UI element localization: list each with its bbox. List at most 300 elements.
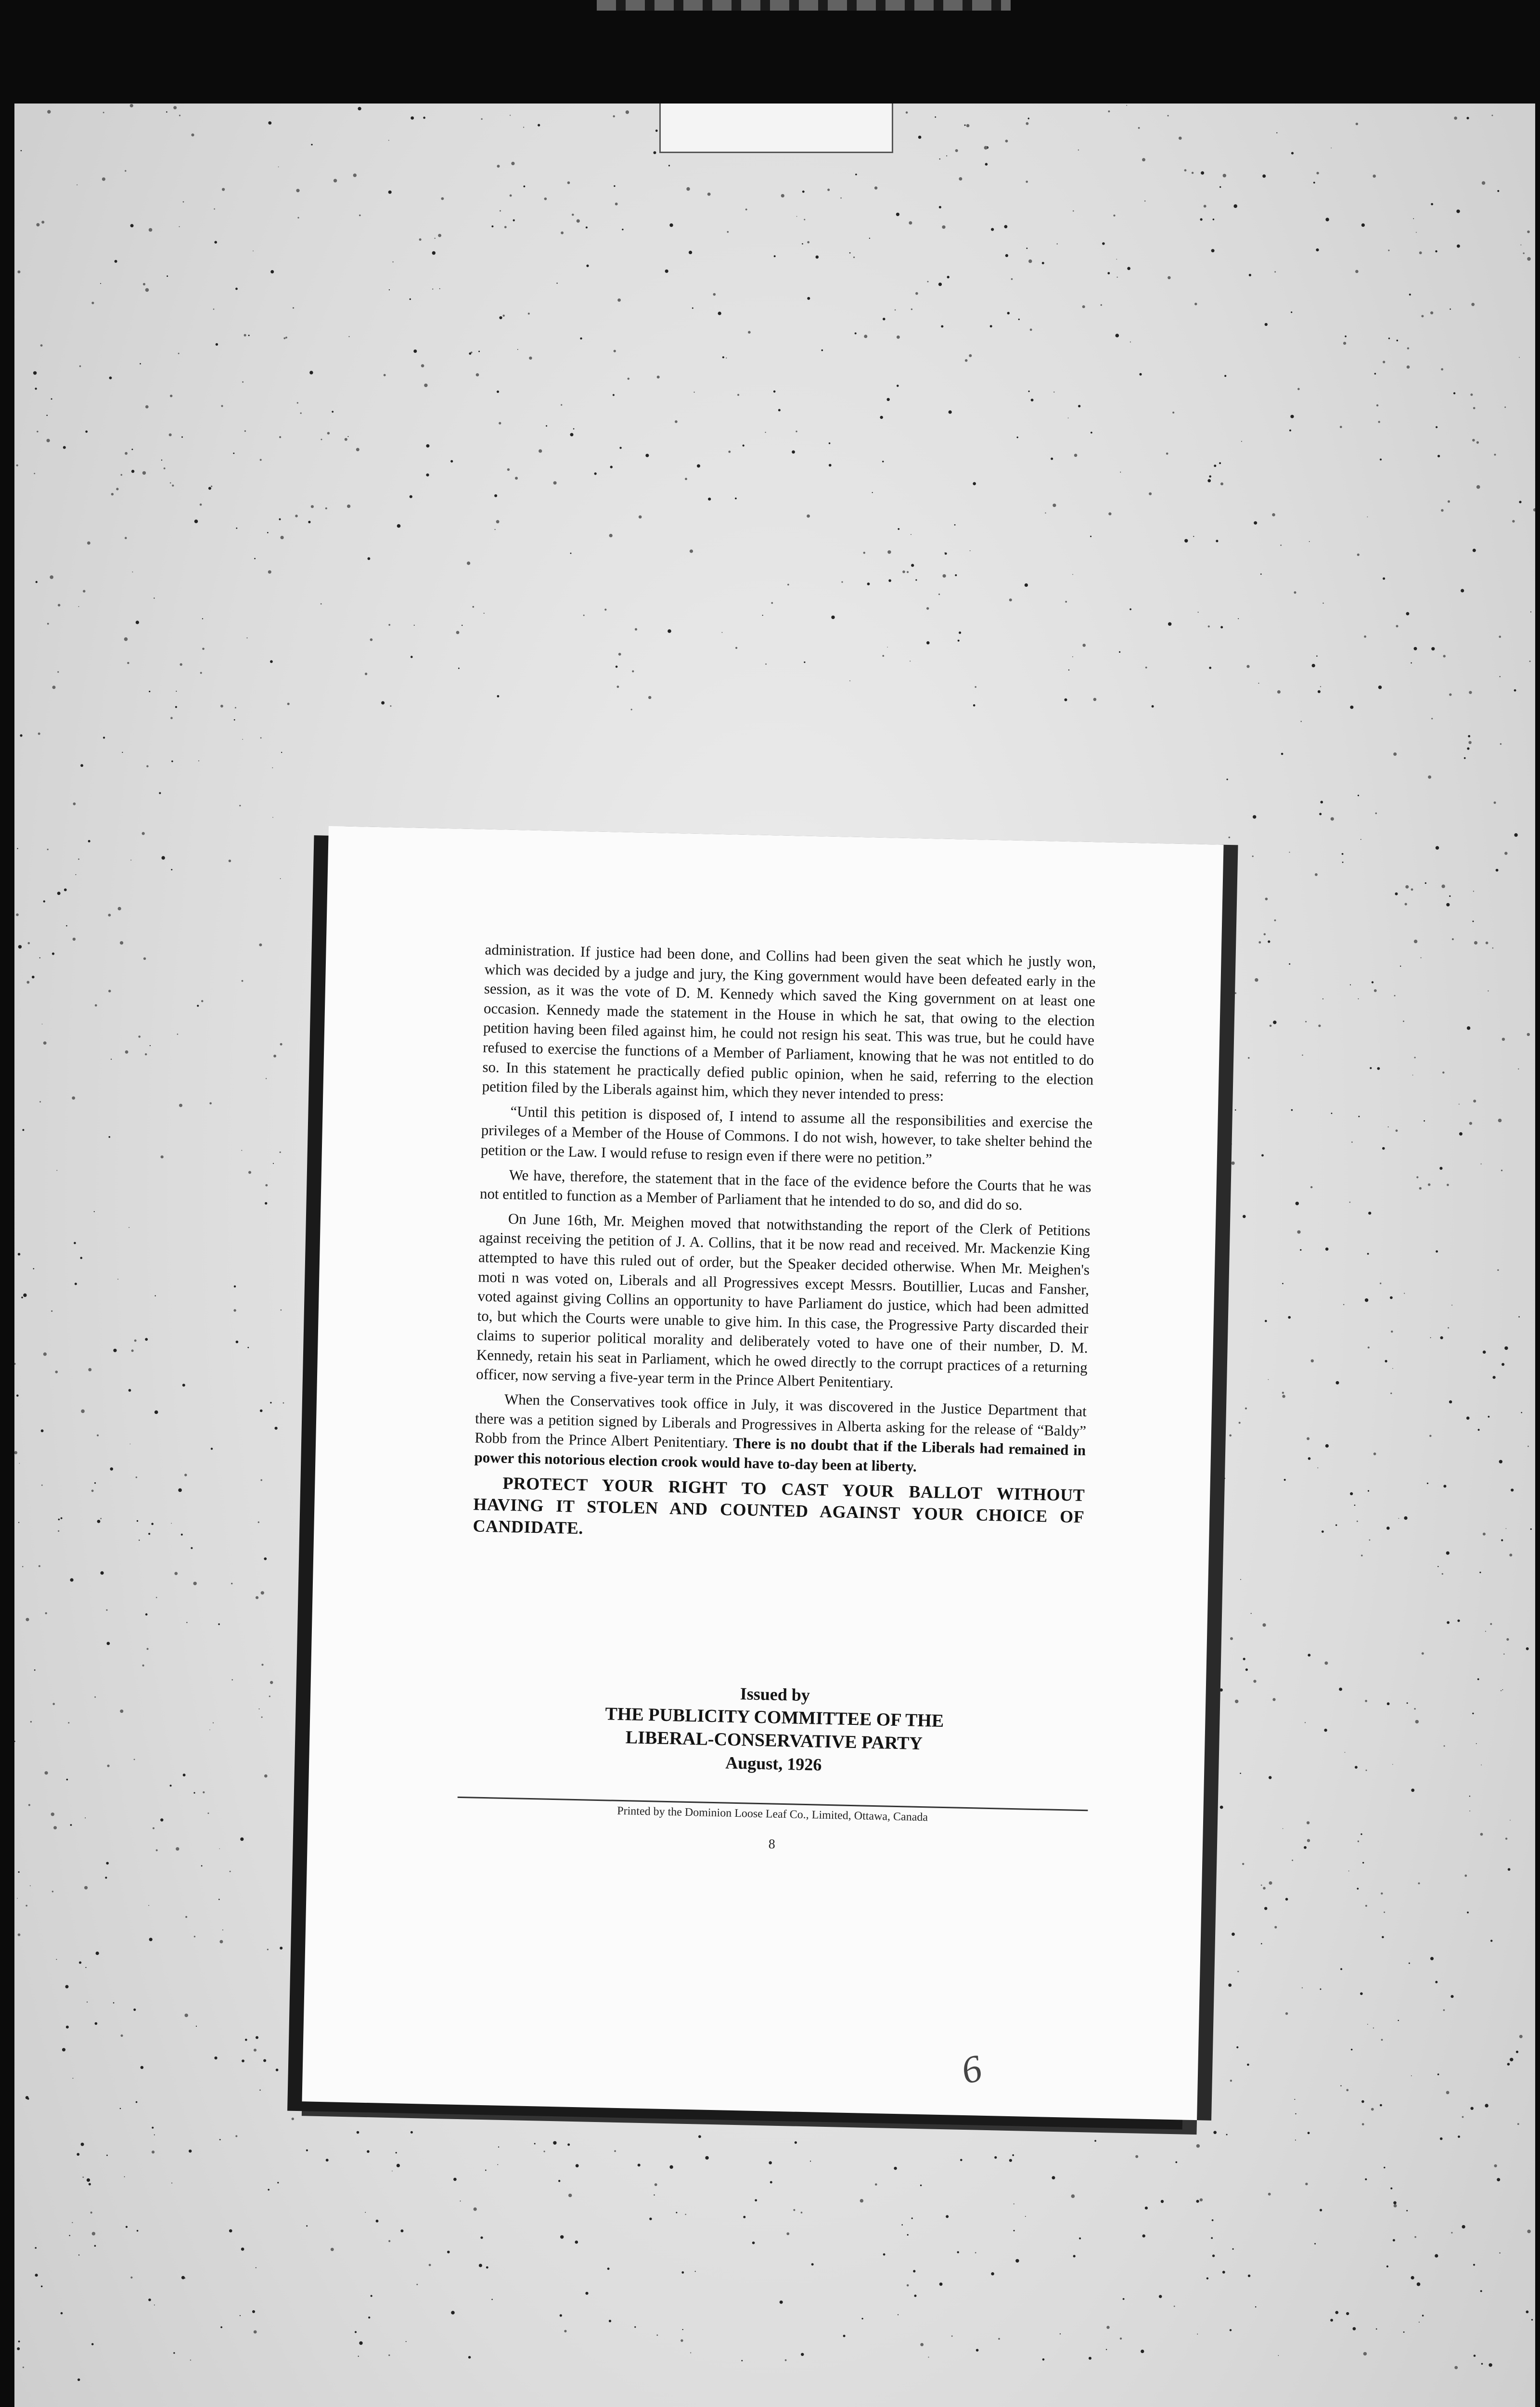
speck — [1268, 940, 1270, 943]
speck — [92, 2232, 95, 2235]
speck — [81, 1410, 85, 1413]
speck — [85, 1967, 86, 1968]
speck — [615, 203, 618, 206]
speck — [297, 402, 298, 403]
film-edge-marking — [597, 0, 1011, 11]
speck — [568, 2194, 572, 2197]
speck — [359, 215, 361, 217]
speck — [829, 464, 832, 467]
speck — [1107, 272, 1110, 274]
speck — [1473, 1100, 1476, 1102]
speck — [882, 461, 884, 462]
speck — [507, 468, 510, 471]
speck — [1467, 747, 1469, 750]
speck — [1430, 1337, 1431, 1338]
speck — [58, 1519, 60, 1521]
speck — [176, 1847, 179, 1851]
speck — [675, 420, 678, 423]
speck — [1435, 250, 1437, 252]
speck — [1249, 274, 1251, 276]
speck — [737, 394, 739, 396]
speck — [170, 717, 173, 719]
speck — [943, 574, 946, 578]
speck — [1315, 873, 1318, 876]
speck — [1232, 1933, 1235, 1936]
speck — [1457, 1619, 1460, 1622]
speck — [1213, 2131, 1217, 2134]
speck — [1211, 1636, 1215, 1640]
speck — [976, 2349, 979, 2352]
speck — [1274, 271, 1276, 272]
speck — [1393, 2201, 1397, 2205]
speck — [657, 375, 660, 378]
speck — [1284, 1479, 1286, 1481]
speck — [1212, 2254, 1215, 2257]
speck — [147, 1648, 149, 1650]
speck — [111, 1059, 112, 1060]
speck — [94, 1696, 96, 1698]
speck — [645, 454, 649, 457]
speck — [802, 243, 803, 245]
speck — [973, 482, 976, 485]
speck — [476, 373, 479, 376]
speck — [614, 350, 616, 352]
speck — [79, 1961, 81, 1964]
speck — [45, 1612, 47, 1614]
speck — [1052, 2176, 1055, 2179]
speck — [1405, 903, 1407, 906]
speck — [1127, 267, 1130, 270]
speck — [1504, 406, 1506, 408]
speck — [1068, 417, 1069, 418]
speck — [1446, 903, 1450, 906]
speck — [1144, 200, 1146, 202]
speck — [81, 2143, 84, 2146]
speck — [975, 686, 976, 688]
speck — [1500, 2252, 1501, 2253]
speck — [170, 482, 171, 484]
speck — [47, 849, 49, 850]
speck — [331, 2248, 334, 2251]
speck — [229, 860, 231, 862]
speck — [283, 1402, 284, 1404]
speck — [267, 532, 269, 533]
speck — [143, 958, 146, 960]
speck — [1090, 536, 1091, 537]
speck — [311, 144, 312, 145]
speck — [96, 1952, 99, 1955]
speck — [265, 1202, 267, 1204]
speck — [1304, 1846, 1307, 1849]
speck — [1221, 1072, 1224, 1074]
speck — [1220, 482, 1223, 485]
speck — [1411, 2075, 1412, 2076]
speck — [613, 115, 615, 117]
speck — [727, 231, 729, 233]
speck — [73, 802, 76, 805]
speck — [695, 2271, 696, 2272]
speck — [1297, 388, 1300, 390]
speck — [685, 478, 687, 480]
speck — [1320, 1989, 1322, 1990]
speck — [392, 2171, 393, 2172]
speck — [235, 707, 236, 709]
speck — [171, 761, 173, 763]
speck — [241, 2248, 244, 2251]
speck — [116, 488, 118, 490]
speck — [194, 519, 198, 523]
speck — [1350, 1492, 1353, 1495]
speck — [261, 1591, 264, 1594]
speck — [735, 498, 737, 500]
speck — [1196, 2144, 1200, 2148]
speck — [94, 1482, 96, 1484]
speck — [1499, 635, 1501, 638]
speck — [103, 112, 104, 113]
speck — [170, 395, 172, 397]
speck — [955, 574, 957, 576]
speck — [1269, 1881, 1272, 1885]
speck — [381, 701, 385, 705]
speck — [236, 528, 237, 529]
speck — [17, 271, 20, 273]
speck — [741, 2360, 743, 2361]
speck — [1378, 686, 1382, 689]
speck — [497, 2164, 498, 2165]
speck — [1380, 459, 1382, 461]
speck — [1269, 1776, 1271, 1779]
speck — [1360, 1993, 1363, 1995]
speck — [17, 2347, 20, 2350]
speck — [276, 2069, 279, 2071]
speck — [120, 2108, 121, 2109]
speck — [1394, 2204, 1397, 2208]
speck — [503, 315, 505, 317]
speck — [840, 197, 842, 199]
speck — [567, 2144, 570, 2146]
speck — [214, 241, 217, 244]
speck — [1236, 2046, 1238, 2048]
handwritten-mark: 6 — [957, 2046, 986, 2093]
speck — [109, 1136, 111, 1138]
speck — [259, 944, 262, 946]
speck — [1224, 1478, 1225, 1479]
speck — [56, 1170, 57, 1171]
speck — [182, 1384, 185, 1386]
speck — [213, 309, 215, 310]
speck — [1366, 1770, 1367, 1771]
speck — [915, 579, 917, 581]
speck — [515, 477, 518, 479]
speck — [278, 167, 279, 168]
speck — [994, 2156, 997, 2159]
speck — [959, 177, 962, 181]
speck — [946, 2215, 949, 2218]
speck — [138, 1035, 141, 1038]
speck — [149, 228, 153, 232]
speck — [1466, 117, 1469, 119]
speck — [690, 2352, 691, 2353]
speck — [1305, 1722, 1306, 1723]
speck — [887, 647, 888, 648]
speck — [1497, 190, 1499, 192]
speck — [1261, 1885, 1262, 1886]
speck — [176, 691, 177, 692]
speck — [172, 485, 174, 487]
speck — [88, 1368, 91, 1372]
speck — [167, 275, 168, 277]
speck — [498, 2147, 499, 2148]
speck — [1398, 2020, 1399, 2021]
speck — [124, 2176, 125, 2177]
speck — [85, 430, 88, 433]
speck — [149, 691, 150, 692]
speck — [269, 1695, 270, 1697]
speck — [1395, 893, 1398, 895]
speck — [1204, 205, 1206, 207]
speck — [1510, 1820, 1511, 1821]
speck — [1400, 966, 1401, 967]
speck — [1383, 361, 1385, 363]
speck — [191, 1547, 192, 1549]
speck — [108, 914, 111, 917]
speck — [95, 2022, 98, 2025]
speck — [1505, 1838, 1507, 1839]
speck — [151, 1523, 154, 1525]
speck — [1480, 1833, 1483, 1836]
speck — [894, 2167, 897, 2170]
speck — [414, 625, 415, 626]
speck — [1184, 539, 1188, 543]
speck — [497, 165, 500, 168]
speck — [1489, 2363, 1492, 2367]
speck — [181, 1534, 183, 1536]
speck — [499, 422, 501, 425]
speck — [273, 1055, 276, 1058]
speck — [1060, 2333, 1061, 2334]
speck — [218, 1623, 220, 1625]
speck — [511, 162, 514, 165]
speck — [51, 398, 52, 400]
speck — [75, 1283, 77, 1285]
speck — [27, 2098, 29, 2100]
speck — [275, 1427, 278, 1430]
speck — [279, 436, 281, 438]
speck — [1289, 852, 1290, 853]
speck — [619, 447, 621, 449]
speck — [1265, 1320, 1267, 1322]
speck — [347, 436, 348, 437]
speck — [108, 990, 111, 992]
speck — [955, 149, 958, 152]
speck — [281, 752, 282, 753]
speck — [376, 2220, 379, 2223]
speck — [1392, 1764, 1393, 1765]
speck — [234, 1285, 236, 1287]
speck — [35, 2274, 38, 2277]
speck — [1268, 2193, 1271, 2196]
speck — [1469, 1811, 1470, 1812]
speck — [16, 913, 19, 916]
speck — [14, 1363, 16, 1365]
speck — [616, 666, 618, 668]
speck — [1211, 249, 1215, 252]
speck — [875, 2183, 877, 2186]
speck — [1502, 1363, 1504, 1366]
speck — [1384, 1912, 1385, 1913]
speck — [1361, 223, 1365, 227]
speck — [1223, 1227, 1226, 1230]
speck — [1211, 2237, 1213, 2239]
speck — [56, 1959, 57, 1960]
speck — [309, 371, 313, 374]
speck — [1335, 2311, 1339, 2314]
speck — [1391, 1331, 1393, 1333]
speck — [1331, 148, 1332, 149]
speck — [28, 942, 30, 945]
speck — [572, 214, 574, 216]
speck — [173, 2352, 175, 2354]
speck — [1454, 116, 1457, 120]
speck — [357, 2131, 359, 2134]
speck — [849, 680, 850, 681]
speck — [1175, 2161, 1177, 2163]
speck — [1368, 1212, 1371, 1215]
speck — [1504, 1346, 1508, 1350]
speck — [1416, 1176, 1418, 1178]
speck — [1517, 2123, 1519, 2125]
speck — [1384, 2167, 1385, 2168]
speck — [1238, 618, 1239, 619]
speck — [91, 2343, 94, 2345]
speck — [1370, 1067, 1372, 1069]
speck — [1486, 942, 1489, 945]
speck — [973, 704, 975, 707]
speck — [1324, 1729, 1327, 1732]
speck — [585, 2292, 588, 2295]
speck — [1425, 882, 1426, 884]
speck — [83, 590, 85, 592]
speck — [1253, 815, 1256, 818]
speck — [100, 283, 101, 284]
speck — [1485, 2104, 1488, 2107]
speck — [1220, 626, 1223, 628]
speck — [1490, 1940, 1492, 1941]
speck — [85, 1817, 86, 1818]
speck — [1248, 1057, 1250, 1059]
speck — [1089, 2357, 1091, 2360]
paragraph: administration. If justice had been done, and Collins had been given the seat which he justly won, which was decided by a judge and jury, the King government would have been defeated early in the session, as it was the vote of D. M. Kennedy which saved the King government on at least one occasion. Kennedy made the statement in the House in which he sat, that owing to the election petition having been filed against him, he could not resign his seat. This was true, but he could have refused to exercise the functions of a Member of Parliament, knowing that he was not entitled to do so. In this statement he practically defied public opinion, when he said, referring to the election petition filed by the Liberals against him, which they never intended to press: — [482, 941, 1096, 1104]
speck — [72, 2222, 73, 2223]
speck — [201, 1865, 203, 1867]
speck — [594, 472, 597, 475]
speck — [1371, 2108, 1374, 2111]
speck — [773, 390, 776, 393]
speck — [1419, 1187, 1422, 1190]
speck — [70, 1578, 74, 1581]
speck — [1361, 1554, 1363, 1556]
speck — [1051, 458, 1053, 460]
speck — [1232, 2248, 1234, 2250]
speck — [1094, 2140, 1096, 2142]
speck — [348, 336, 349, 337]
speck — [1516, 2051, 1518, 2053]
speck — [41, 1485, 43, 1486]
speck — [1004, 225, 1008, 228]
speck — [16, 1395, 19, 1397]
speck — [1497, 2178, 1500, 2181]
speck — [1430, 1957, 1434, 1960]
speck — [938, 594, 940, 595]
speck — [1317, 1467, 1318, 1468]
speck — [1478, 1429, 1480, 1431]
bold-statement: There is no doubt that if the Liberals had remained in power this notorious election crook would have to-day been at liberty. — [474, 1434, 1086, 1475]
speck — [68, 1722, 69, 1723]
speck — [413, 349, 417, 353]
speck — [426, 444, 429, 448]
speck — [1520, 245, 1521, 246]
speck — [191, 133, 194, 136]
speck — [1480, 2290, 1482, 2292]
speck — [1108, 512, 1111, 515]
speck — [1367, 1253, 1369, 1255]
speck — [1374, 373, 1376, 375]
speck — [947, 276, 950, 278]
speck — [1068, 670, 1069, 671]
speck — [1453, 392, 1455, 394]
speck — [347, 505, 350, 508]
speck — [1027, 247, 1028, 249]
speck — [57, 892, 61, 895]
speck — [1494, 802, 1496, 804]
speck — [1481, 2363, 1483, 2365]
speck — [863, 552, 865, 554]
speck — [171, 869, 172, 870]
speck — [419, 238, 422, 241]
speck — [222, 1929, 223, 1930]
speck — [1314, 2243, 1316, 2244]
speck — [1372, 981, 1373, 983]
speck — [194, 1936, 195, 1937]
speck — [1435, 1981, 1437, 1983]
speck — [61, 2312, 63, 2315]
speck — [484, 613, 485, 614]
speck — [1443, 1485, 1446, 1488]
speck — [219, 2139, 221, 2140]
speck — [1045, 512, 1046, 513]
speck — [1300, 721, 1302, 722]
speck — [47, 110, 51, 114]
speck — [1102, 242, 1105, 245]
speck — [451, 2311, 455, 2315]
speck — [1228, 1142, 1232, 1146]
speck — [1253, 1680, 1256, 1682]
speck — [771, 602, 773, 604]
speck — [897, 385, 899, 387]
speck — [1207, 479, 1211, 482]
speck — [816, 256, 819, 259]
speck — [510, 115, 511, 116]
speck — [676, 2212, 677, 2213]
speck — [109, 376, 112, 379]
speck — [256, 2036, 258, 2039]
speck — [1469, 691, 1472, 694]
speck — [245, 2039, 247, 2041]
speck — [765, 663, 767, 665]
speck — [1232, 965, 1234, 967]
speck — [755, 2199, 757, 2201]
speck — [553, 481, 557, 485]
